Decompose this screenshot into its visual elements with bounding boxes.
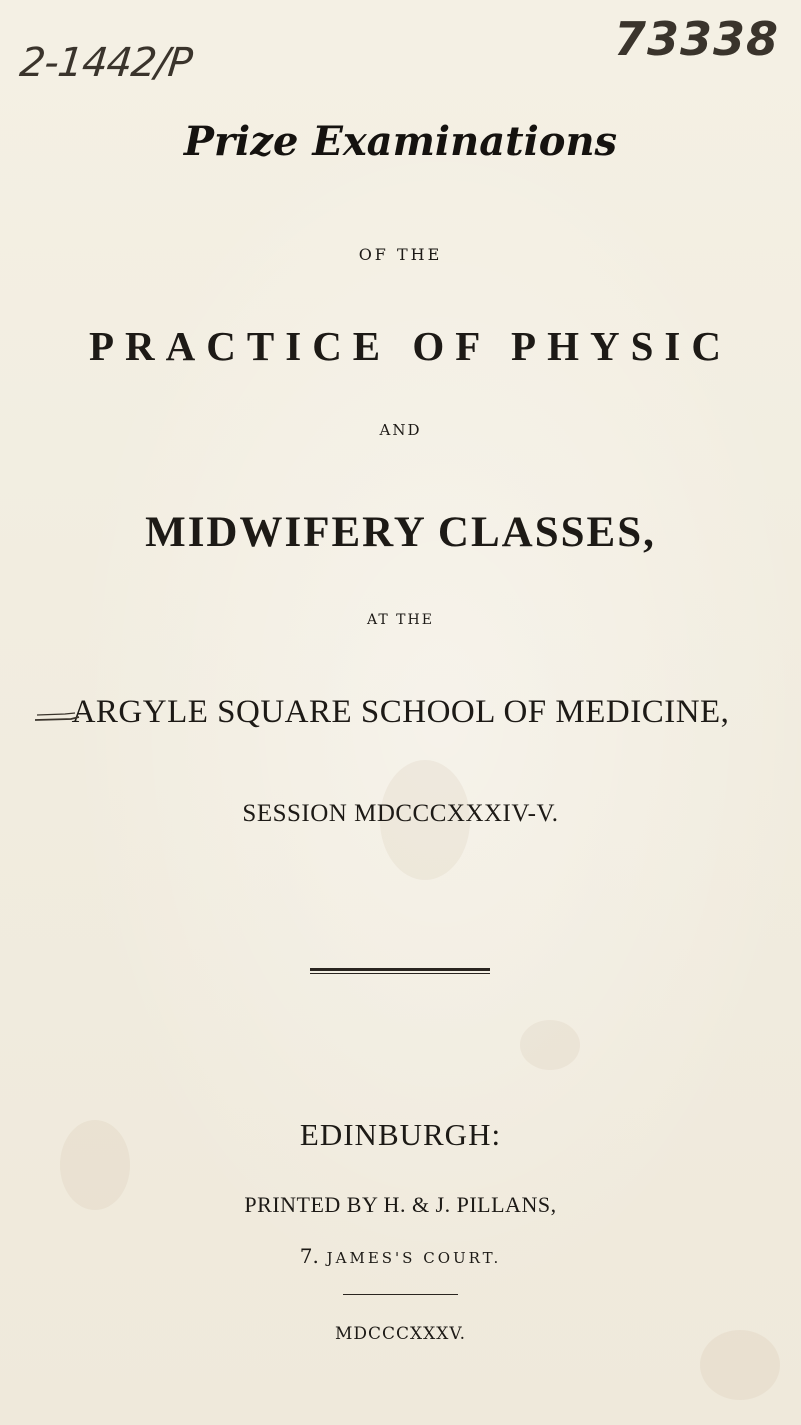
short-rule	[343, 1294, 458, 1295]
session-line: SESSION MDCCCXXXIV-V.	[242, 800, 559, 827]
divider-rule-thin	[310, 973, 490, 974]
at-the-line: AT THE	[367, 612, 434, 628]
imprint-year: MDCCCXXXV.	[334, 1324, 467, 1344]
imprint-address	[0, 1244, 801, 1268]
and-line: AND	[379, 421, 422, 439]
address-street: JAMES'S COURT.	[326, 1249, 502, 1267]
institution-line: ARGYLE SQUARE SCHOOL OF MEDICINE,	[71, 694, 730, 730]
midwifery-heading: MIDWIFERY CLASSES,	[145, 509, 656, 556]
imprint-city: EDINBURGH:	[299, 1117, 502, 1152]
address-number: 7.	[299, 1244, 319, 1268]
blackletter-heading: Prize Examinations	[183, 118, 618, 165]
ink-smudge	[35, 712, 80, 722]
paper-stain	[520, 1020, 580, 1070]
practice-heading: PRACTICE OF PHYSIC	[89, 323, 732, 369]
of-the-line: OF THE	[358, 245, 443, 264]
shelfmark-right: 73338	[614, 12, 780, 66]
imprint-printer: PRINTED BY H. & J. PILLANS,	[244, 1192, 557, 1217]
shelfmark-left: 2-1442/P	[17, 40, 194, 86]
divider-rule	[310, 968, 490, 971]
